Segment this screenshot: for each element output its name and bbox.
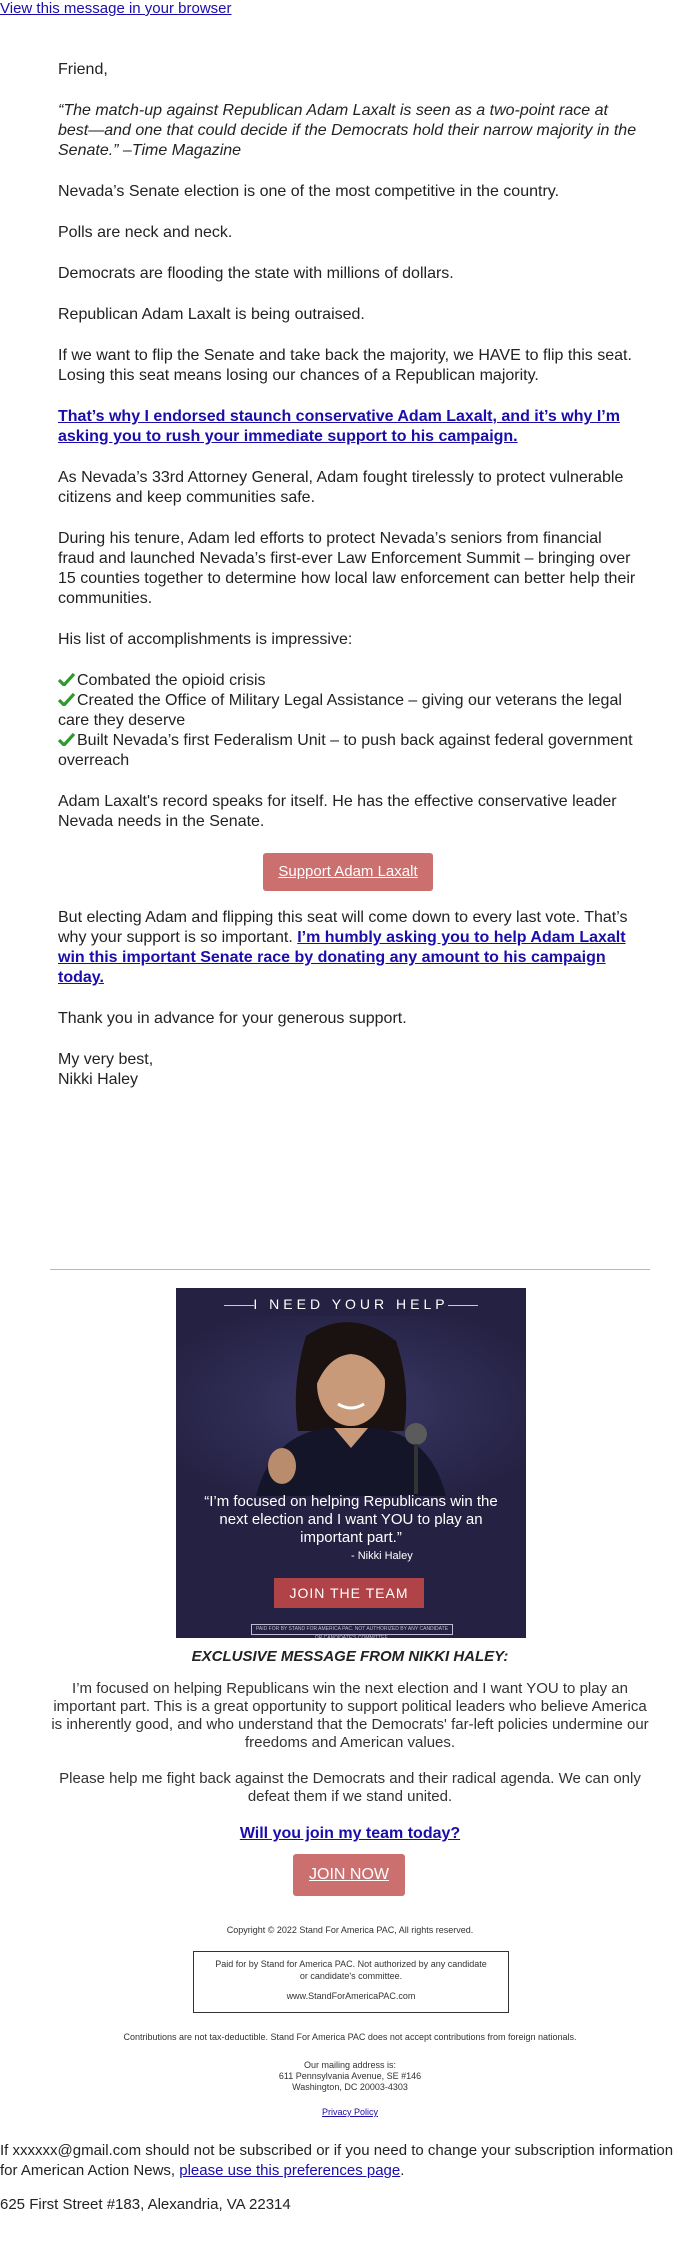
banner-title: I NEED YOUR HELP [253, 1296, 449, 1312]
join-question [50, 1825, 650, 1843]
accomplishment-item [58, 691, 638, 731]
footer-text-end: . [400, 2162, 405, 2179]
copyright: Copyright © 2022 Stand For America PAC, All rights reserved. [226, 1925, 474, 1935]
paragraph-2: Polls are neck and neck. [58, 224, 233, 241]
privacy-row [50, 2107, 650, 2117]
endorsement-link[interactable]: That’s why I endorsed staunch conservative Adam Laxalt, and it’s why I’m asking you to rush your immediate support to his campaign. [58, 408, 620, 445]
paragraph-3: Democrats are flooding the state with millions of dollars. [58, 265, 454, 282]
greeting: Friend, [58, 61, 108, 78]
accomplishment-text: Combated the opioid crisis [77, 672, 266, 689]
signoff: My very best, [58, 1051, 154, 1068]
accomplishment-text: Built Nevada’s first Federalism Unit – to push back against federal government overreach [58, 732, 633, 769]
exclusive-heading: EXCLUSIVE MESSAGE FROM NIKKI HALEY: [191, 1648, 509, 1665]
exclusive-paragraph-1: I’m focused on helping Republicans win the next election and I want YOU to play an important part. This is a great opportunity to support political leaders who believe America is inherently good, and who understand that the Democrats' far-left policies undermine our freedoms and American values. [51, 1680, 649, 1751]
paragraph-1: Nevada’s Senate election is one of the most competitive in the country. [58, 183, 560, 200]
subscription-footer [0, 2141, 690, 2181]
section-divider [50, 1269, 650, 1270]
accomplishment-list [58, 671, 638, 771]
checkmark-icon [58, 692, 75, 706]
paragraph-11: Thank you in advance for your generous support. [58, 1010, 407, 1027]
letter-body [58, 60, 638, 1111]
time-quote [58, 101, 638, 161]
banner-quote: “I’m focused on helping Republicans win the next election and I want YOU to play an important part.” [204, 1493, 498, 1546]
quote-text: “The match-up against Republican Adam Laxalt is seen as a two-point race at best—and one that could decide if the Democrats hold their narrow majority in the Senate.” [58, 102, 637, 159]
accomplishment-item [58, 731, 638, 771]
banner-fine-print: PAID FOR BY STAND FOR AMERICA PAC. NOT AUTHORIZED BY ANY CANDIDATE OR CANDIDATE'S COMMITTEE. [251, 1624, 453, 1635]
website-text: www.StandForAmericaPAC.com [286, 1991, 416, 2001]
mailing-label: Our mailing address is: [303, 2060, 397, 2070]
paid-for-text: Paid for by Stand for America PAC. Not authorized by any candidate or candidate's committee. [215, 1959, 487, 1981]
endorsement-paragraph [58, 407, 638, 447]
paragraph-8: His list of accomplishments is impressive: [58, 631, 353, 648]
preferences-link[interactable]: please use this preferences page [179, 2162, 401, 2179]
join-team-banner-image[interactable] [176, 1288, 526, 1638]
paragraph-10 [58, 908, 638, 988]
mailing-line-1: 611 Pennsylvania Avenue, SE #146 [278, 2071, 422, 2081]
paragraph-5: If we want to flip the Senate and take back the majority, we HAVE to flip this seat. Losing this seat means losing our chances of a Republican majority. [58, 347, 632, 384]
paragraph-6: As Nevada’s 33rd Attorney General, Adam fought tirelessly to protect vulnerable citizens and keep communities safe. [58, 469, 624, 506]
join-the-team-button[interactable]: JOIN THE TEAM [274, 1578, 424, 1608]
donate-link[interactable]: I’m humbly asking you to help Adam Laxalt win this important Senate race by donating any amount to his campaign today. [58, 929, 626, 986]
exclusive-paragraph-2: Please help me fight back against the Democrats and their radical agenda. We can only defeat them if we stand united. [59, 1770, 641, 1805]
mailing-line-2: Washington, DC 20003-4303 [292, 2082, 408, 2092]
paid-for-box [193, 1951, 509, 2013]
banner-attribution: - Nikki Haley [351, 1550, 413, 1562]
accomplishment-text: Created the Office of Military Legal Assistance – giving our veterans the legal care they deserve [58, 692, 622, 729]
checkmark-icon [58, 732, 75, 746]
footer-text: If xxxxxx@gmail.com should not be subscribed or if you need to change your subscription information for American Action News, [0, 2142, 674, 2179]
quote-source: –Time Magazine [118, 142, 242, 159]
nikki-haley-portrait [176, 1316, 526, 1496]
accomplishment-item [58, 671, 638, 691]
paragraph-10-text: But electing Adam and flipping this seat will come down to every last vote. That’s why your support is so important. [58, 909, 628, 946]
contributions-disclaimer: Contributions are not tax-deductible. Stand For America PAC does not accept contributions from foreign nationals. [123, 2032, 577, 2042]
paragraph-9: Adam Laxalt's record speaks for itself. He has the effective conservative leader Nevada needs in the Senate. [58, 793, 617, 830]
join-team-link[interactable]: Will you join my team today? [239, 1825, 461, 1842]
view-in-browser-link[interactable]: View this message in your browser [0, 0, 232, 17]
paragraph-4: Republican Adam Laxalt is being outraised. [58, 306, 365, 323]
privacy-policy-link[interactable]: Privacy Policy [321, 2107, 378, 2117]
paragraph-7: During his tenure, Adam led efforts to protect Nevada’s seniors from financial fraud and launched Nevada’s first-ever Law Enforcement Summit – bringing over 15 counties together to determine how local law enforcement can better help their communities. [58, 530, 636, 607]
footer-address: 625 First Street #183, Alexandria, VA 22314 [0, 2196, 291, 2213]
support-adam-laxalt-button[interactable]: Support Adam Laxalt [263, 853, 433, 891]
join-now-button[interactable]: JOIN NOW [293, 1854, 405, 1896]
signature: Nikki Haley [58, 1071, 139, 1088]
checkmark-icon [58, 672, 75, 686]
